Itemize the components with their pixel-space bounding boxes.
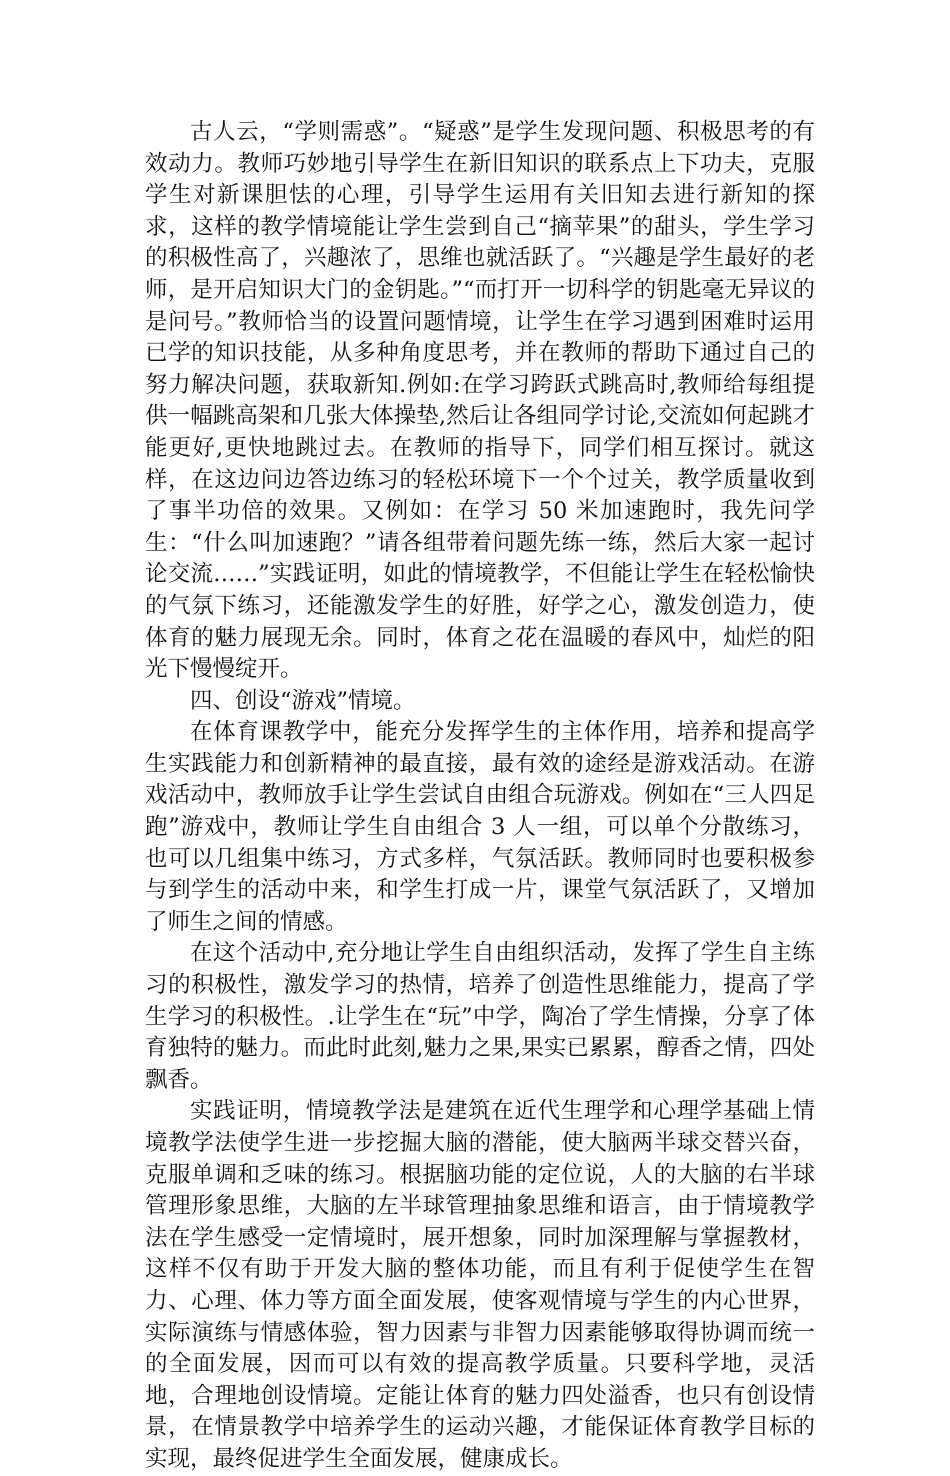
paragraph-conclusion: 实践证明，情境教学法是建筑在近代生理学和心理学基础上情境教学法使学生进一步挖掘大脑的潜能，使大脑两半球交替兴奋，克服单调和乏味的练习。根据脑功能的定位说，人的大脑的右半球管理形象思维，大脑的左半球管理抽象思维和语言，由于情境教学法在学生感受一定情境时，展开想象，同时加深理解与掌握教材，这样不仅有助于开发大脑的整体功能，而且有利于促使学生在智力、心理、体力等方面全面发展，使客观情境与学生的内心世界，实际演练与情感体验，智力因素与非智力因素能够取得协调而统一的全面发展，因而可以有效的提高教学质量。只要科学地，灵活地，合理地创设情境。定能让体育的魅力四处溢香，也只有创设情景，在情景教学中培养学生的运动兴趣，才能保证体育教学目标的实现，最终促进学生全面发展，健康成长。	[145, 1098, 815, 1472]
paragraph-game-activity: 在体育课教学中，能充分发挥学生的主体作用，培养和提高学生实践能力和创新精神的最直接，最有效的途经是游戏活动。在游戏活动中，教师放手让学生尝试自由组合玩游戏。例如在“三人四足跑”游戏中，教师让学生自由组合 3 人一组，可以单个分散练习，也可以几组集中练习，方式多样，气氛活跃。教师同时也要积极参与到学生的活动中来，和学生打成一片，课堂气氛活跃了，又增加了师生之间的情感。	[145, 719, 815, 935]
section-heading-game-situation: 四、创设“游戏”情境。	[190, 687, 416, 714]
paragraph-problem-situation: 古人云，“学则需惑”。“疑惑”是学生发现问题、积极思考的有效动力。教师巧妙地引导学生在新旧知识的联系点上下功夫，克服学生对新课胆怯的心理，引导学生运用有关旧知去进行新知的探求，这样的教学情境能让学生尝到自己“摘苹果”的甜头，学生学习的积极性高了，兴趣浓了，思维也就活跃了。“兴趣是学生最好的老师，是开启知识大门的金钥匙。”“而打开一切科学的钥匙毫无异议的是问号。”教师恰当的设置问题情境，让学生在学习遇到困难时运用已学的知识技能，从多种角度思考，并在教师的帮助下通过自己的努力解决问题，获取新知.例如:在学习跨跃式跳高时,教师给每组提供一幅跳高架和几张大体操垫,然后让各组同学讨论,交流如何起跳才能更好,更快地跳过去。在教师的指导下，同学们相互探讨。就这样，在这边问边答边练习的轻松环境下一个个过关，教学质量收到了事半功倍的效果。又例如：在学习 50 米加速跑时，我先问学生：“什么叫加速跑？”请各组带着问题先练一练，然后大家一起讨论交流……”实践证明，如此的情境教学，不但能让学生在轻松愉快的气氛下练习，还能激发学生的好胜，好学之心，激发创造力，使体育的魅力展现无余。同时，体育之花在温暖的春风中，灿烂的阳光下慢慢绽开。	[145, 119, 815, 683]
document-body	[145, 117, 815, 1476]
paragraph-activity-benefits: 在这个活动中,充分地让学生自由组织活动，发挥了学生自主练习的积极性，激发学习的热情，培养了创造性思维能力，提高了学生学习的积极性。.让学生在“玩”中学，陶冶了学生情操，分享了体育独特的魅力。而此时此刻,魅力之果,果实已累累，醇香之情，四处飘香。	[145, 940, 815, 1093]
